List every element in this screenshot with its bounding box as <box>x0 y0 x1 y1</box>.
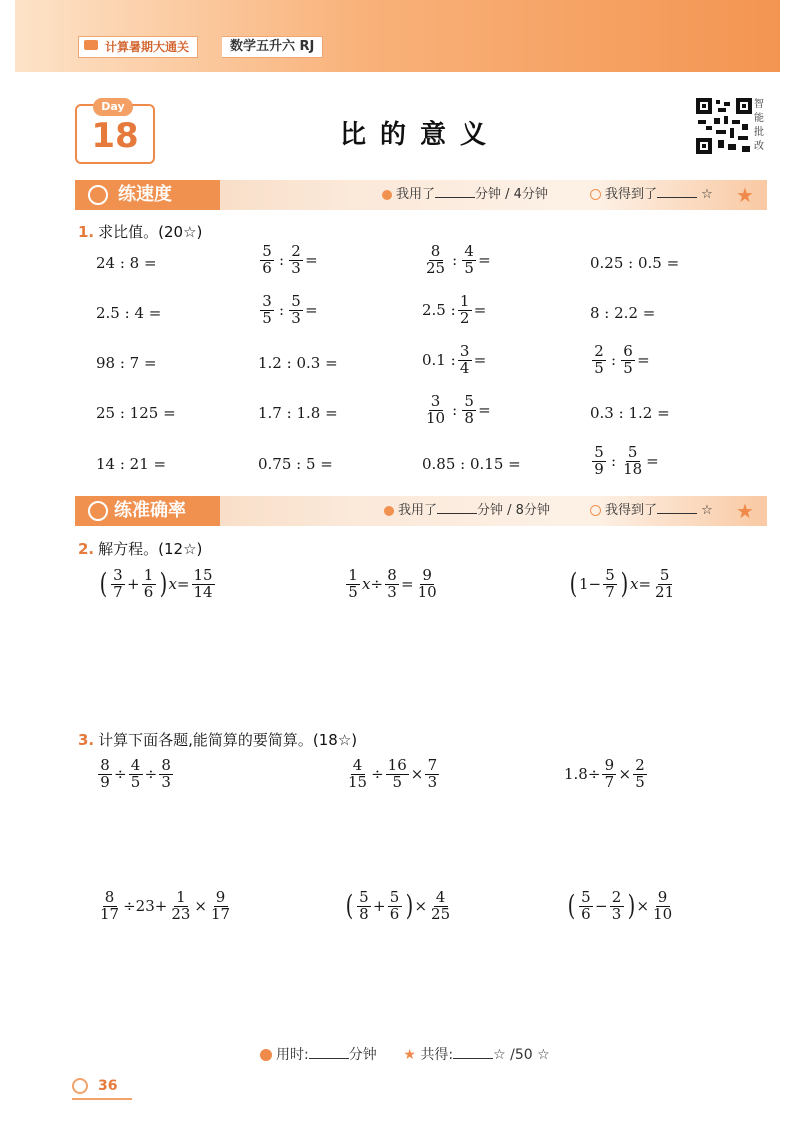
q1-item: 1.7 : 1.8 = <box>258 404 338 422</box>
q1-item: 2.5 : $\frac{1}{2}$ = <box>422 292 487 327</box>
q1-item: $\frac{5}{9}$ : $\frac{5}{18}$ = <box>590 445 659 478</box>
q1-item: 98 : 7 = <box>96 354 157 372</box>
section2-score: 我得到了 ☆ <box>590 496 713 526</box>
section1-score: 我得到了 ☆ <box>590 180 713 210</box>
target-icon <box>88 501 108 521</box>
q3-expression: ( $\frac{5}{6}$ − $\frac{2}{3}$ ) × $\frac{9}{10}$ <box>567 888 673 923</box>
q1-item: 0.85 : 0.15 = <box>422 455 521 473</box>
q1-item: 14 : 21 = <box>96 455 167 473</box>
q3-expression: $\frac{8}{17}$ ÷23+ $\frac{1}{23}$ × $\frac{9}{17}$ <box>100 888 231 923</box>
question-1-heading: 1. 求比值。(20☆) <box>78 223 203 241</box>
day-label: Day <box>93 98 133 116</box>
star-decoration-icon: ★ <box>736 499 754 523</box>
time-blank[interactable] <box>437 501 477 514</box>
check-icon <box>590 505 601 516</box>
check-icon <box>590 189 601 200</box>
score-blank[interactable] <box>657 501 697 514</box>
series-title: 计算暑期大通关 <box>78 36 198 58</box>
timer-icon <box>384 506 394 516</box>
q1-item: 0.25 : 0.5 = <box>590 254 680 272</box>
q1-item: 0.75 : 5 = <box>258 455 333 473</box>
q1-item: 25 : 125 = <box>96 404 176 422</box>
section-title-accuracy: 练准确率 <box>114 500 186 521</box>
q2-equation: ( 1− $\frac{5}{7}$ ) x = $\frac{5}{21}$ <box>569 566 675 601</box>
section2-time: 我用了 分钟 / 8分钟 <box>384 496 550 526</box>
q1-item: $\frac{3}{5}$ : $\frac{5}{3}$ = <box>258 294 318 327</box>
q1-item: 24 : 8 = <box>96 254 157 272</box>
q2-equation: ( $\frac{3}{7}$ + $\frac{1}{6}$ ) x = $\frac{15}{14}$ <box>99 566 213 601</box>
page-number: 36 <box>98 1078 118 1094</box>
star-icon: ★ <box>403 1047 416 1063</box>
question-3-heading: 3. 计算下面各题,能简算的要简算。(18☆) <box>78 731 358 749</box>
qr-code-icon[interactable] <box>696 98 752 154</box>
stopwatch-icon <box>88 185 108 205</box>
q3-expression: $\frac{8}{9}$ ÷ $\frac{4}{5}$ ÷ $\frac{8}{3}$ <box>96 758 175 791</box>
q1-item: 0.3 : 1.2 = <box>590 404 670 422</box>
q1-item: 8 : 2.2 = <box>590 304 656 322</box>
section-title-speed: 练速度 <box>118 184 172 205</box>
timer-icon <box>382 190 392 200</box>
section1-time: 我用了 分钟 / 4分钟 <box>382 180 548 210</box>
page-underline <box>72 1098 132 1100</box>
q3-expression: 1.8÷ $\frac{9}{7}$ × $\frac{2}{5}$ <box>564 758 649 791</box>
q1-item: $\frac{8}{25}$ : $\frac{4}{5}$ = <box>426 242 491 277</box>
star-decoration-icon: ★ <box>736 183 754 207</box>
page-title: 比的意义 <box>339 120 500 150</box>
q1-item: 1.2 : 0.3 = <box>258 354 338 372</box>
q1-item: 0.1 : $\frac{3}{4}$ = <box>422 342 487 377</box>
q1-item: $\frac{5}{6}$ : $\frac{2}{3}$ = <box>258 244 318 277</box>
q3-expression: $\frac{4}{15}$ ÷ $\frac{16}{5}$ × $\frac{7}{3}$ <box>344 758 441 791</box>
footer-score-blank[interactable] <box>453 1046 493 1059</box>
alarm-clock-icon <box>260 1049 272 1061</box>
q1-item: 2.5 : 4 = <box>96 304 162 322</box>
q3-expression: ( $\frac{5}{8}$ + $\frac{5}{6}$ ) × $\frac{4}{25}$ <box>345 888 451 923</box>
book-icon <box>84 40 98 50</box>
grade-label: 数学五升六 RJ <box>222 36 323 58</box>
qr-label: 智能批改 <box>754 99 764 152</box>
question-2-heading: 2. 解方程。(12☆) <box>78 540 203 558</box>
footer-time-blank[interactable] <box>309 1046 349 1059</box>
score-blank[interactable] <box>657 185 697 198</box>
time-blank[interactable] <box>435 185 475 198</box>
q1-item: $\frac{2}{5}$ : $\frac{6}{5}$ = <box>590 344 650 377</box>
footer-summary: 用时: 分钟 ★ 共得: ☆ /50 ☆ <box>260 1044 550 1064</box>
day-number: 18 <box>91 116 139 156</box>
q1-item: $\frac{3}{10}$ : $\frac{5}{8}$ = <box>426 392 491 427</box>
sun-icon <box>72 1078 88 1094</box>
q2-equation: $\frac{1}{5}$ x ÷ $\frac{8}{3}$ = $\frac{9}{10}$ <box>344 568 441 601</box>
